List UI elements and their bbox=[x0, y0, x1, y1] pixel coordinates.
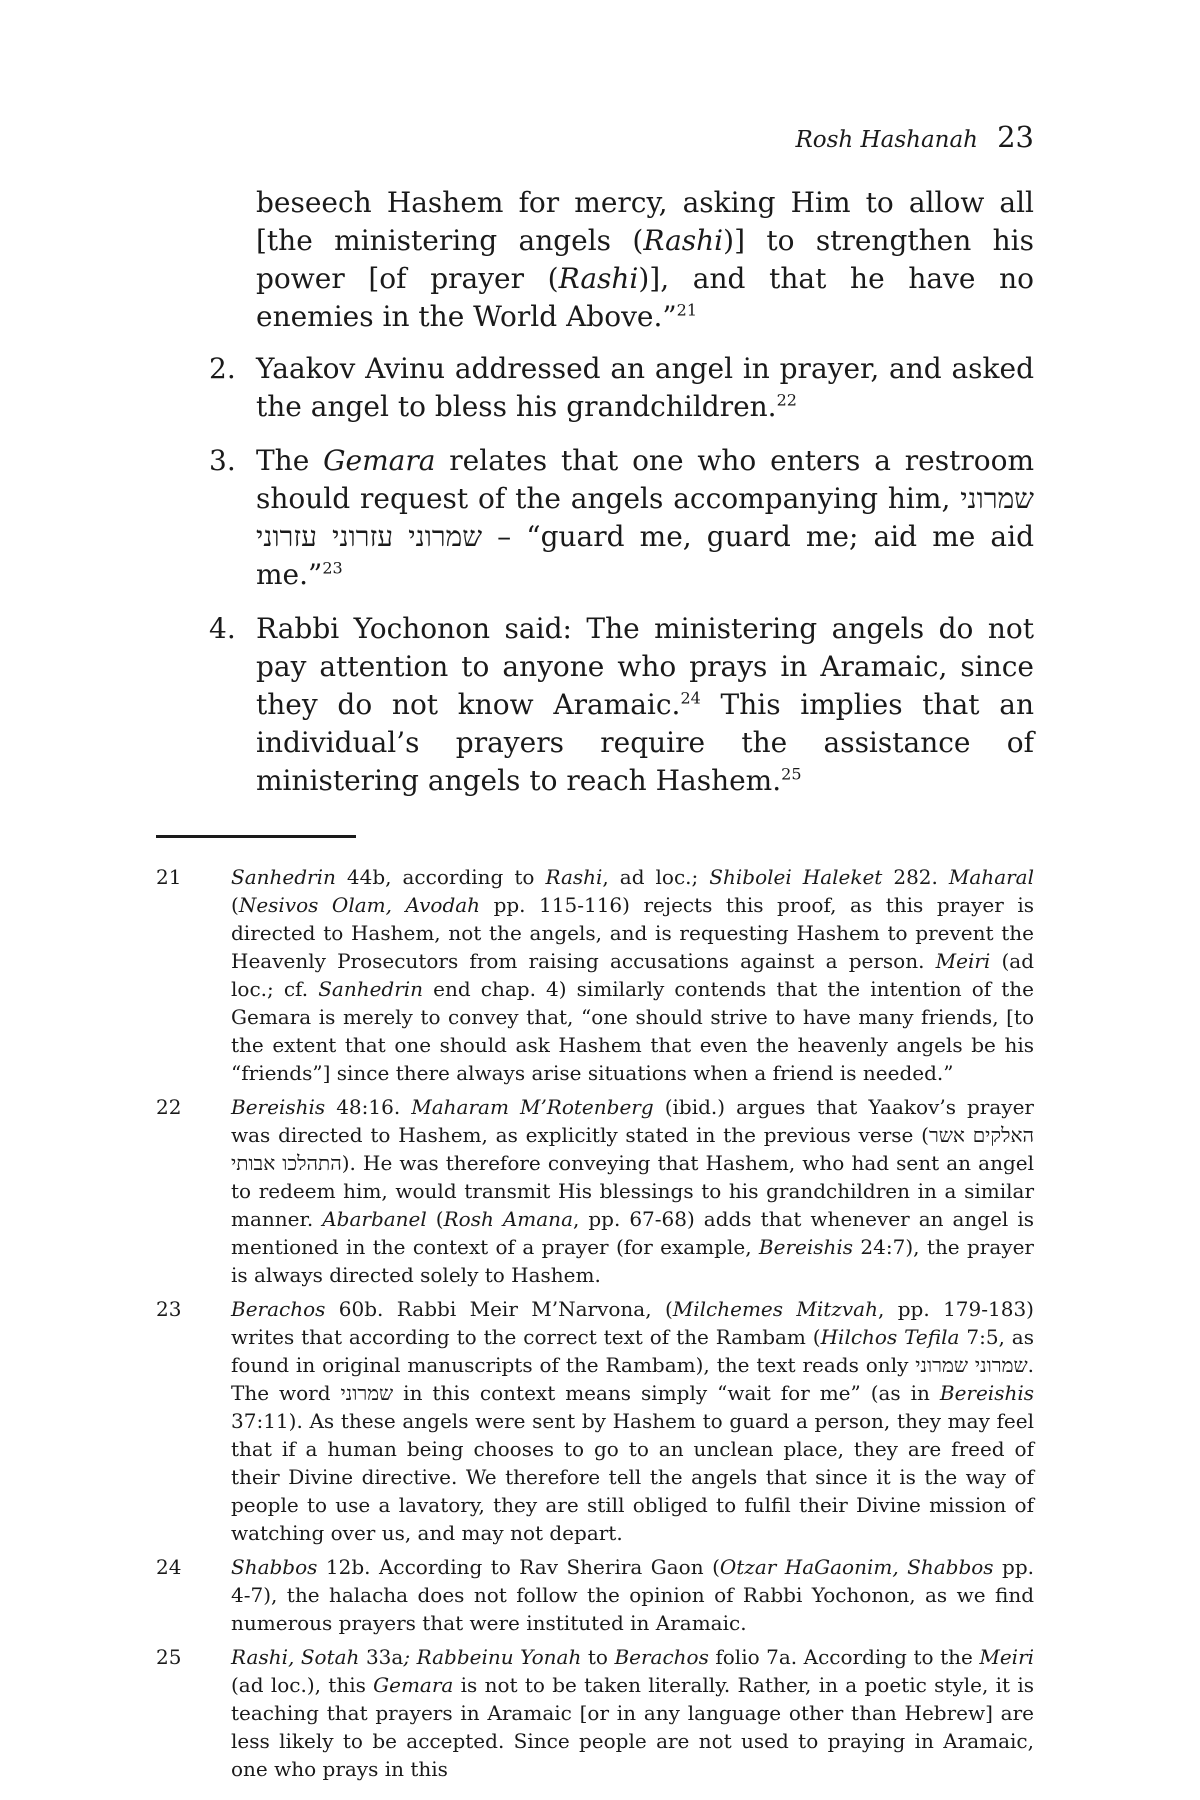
text-run: 60b. Rabbi Meir M’Narvona, ( bbox=[325, 1297, 673, 1321]
list-item-text bbox=[256, 352, 1034, 423]
italic-text: Berachos bbox=[231, 1297, 326, 1321]
text-run: This implies that an individual’s prayers require the assistance of ministering angels to reach Hashem. bbox=[256, 688, 1034, 797]
text-run: Yaakov Avinu addressed an angel in prayer, and asked the angel to bless his grandchildren. bbox=[256, 352, 1034, 423]
list-item-number: 2. bbox=[209, 352, 236, 385]
footnote bbox=[156, 863, 1034, 1087]
italic-text: Maharam M’Rotenberg bbox=[411, 1095, 654, 1119]
continued-paragraph bbox=[256, 184, 1034, 336]
hebrew-text: שמרוני שמרוני bbox=[915, 1353, 1028, 1377]
footnote-text bbox=[231, 863, 1034, 1087]
italic-text: Nesivos Olam, Avodah bbox=[238, 893, 481, 917]
text-run: , pp. 67-68) adds that whenever an angel is mentioned in the context of a prayer (for example, bbox=[231, 1207, 1034, 1259]
text-run: 33a bbox=[359, 1645, 404, 1669]
italic-text: Maharal bbox=[948, 865, 1034, 889]
italic-text: Meiri bbox=[979, 1645, 1035, 1669]
footnote-text bbox=[231, 1643, 1034, 1783]
italic-text: Sanhedrin bbox=[231, 865, 336, 889]
footnote-number: 21 bbox=[156, 865, 182, 889]
italic-text: ; Rabbeinu Yonah bbox=[403, 1645, 582, 1669]
hebrew-text: שמרוני שמרוני עזרוני עזרוני bbox=[256, 482, 1034, 553]
italic-text: Milchemes Mitzvah bbox=[672, 1297, 878, 1321]
text-run: . The word bbox=[231, 1353, 1034, 1405]
footnote-reference: 21 bbox=[676, 300, 698, 320]
footnote-separator-rule bbox=[156, 835, 356, 838]
text-run: 37:11). As these angels were sent by Hashem to guard a person, they may feel that if a human being chooses to go to an unclean place, they are freed of their Divine directive. We therefore tell the angels that since it is the way of people to use a lavatory, they are still obliged to fulfil their Divine mission of watching over us, and may not depart. bbox=[231, 1409, 1034, 1545]
running-head-title: Rosh Hashanah bbox=[795, 127, 978, 153]
text-run: end chap. 4) similarly contends that the intention of the Gemara is merely to convey that, “one should strive to have many friends, [to the extent that one should ask Hashem that even the heavenly angels be his “friends”] since there always arise situations when a friend is needed.” bbox=[231, 977, 1035, 1085]
text-run: )] to strengthen his power [of prayer ( bbox=[256, 224, 1034, 295]
footnote-reference: 22 bbox=[776, 390, 797, 410]
text-run: ). He was therefore conveying that Hashem, who had sent an angel to redeem him, would transmit His blessings to his grandchildren in a similar manner. bbox=[231, 1151, 1034, 1231]
italic-text: Abarbanel bbox=[322, 1207, 427, 1231]
text-run: in this context means simply “wait for me” (as in bbox=[393, 1381, 940, 1405]
italic-text: Rashi bbox=[643, 224, 724, 257]
text-run: , ad loc.; bbox=[602, 865, 710, 889]
text-run: folio 7a. According to the bbox=[708, 1645, 980, 1669]
footnote bbox=[156, 1093, 1034, 1289]
text-run: beseech Hashem for mercy, asking Him to allow all [the ministering angels ( bbox=[256, 186, 1034, 257]
hebrew-text: האלקים אשר התהלכו אבותי bbox=[231, 1123, 1034, 1175]
list-item-number: 4. bbox=[209, 612, 236, 645]
text-run: 48:16. bbox=[325, 1095, 412, 1119]
text-run: Rabbi Yochonon said: The ministering angels do not pay attention to anyone who prays in Aramaic, since they do not know Aramaic. bbox=[256, 612, 1034, 721]
page-number: 23 bbox=[997, 120, 1034, 154]
italic-text: Meiri bbox=[935, 949, 991, 973]
text-run: is not to be taken literally. Rather, in a poetic style, it is teaching that prayers in Aramaic [or in any language other than Hebrew] are less likely to be accepted. Since people are not used to praying in Aramaic, one who prays in this bbox=[231, 1673, 1034, 1781]
text-run: ( bbox=[426, 1207, 444, 1231]
list-item bbox=[209, 442, 1034, 594]
footnote-text bbox=[231, 1093, 1034, 1289]
main-text bbox=[209, 184, 1034, 816]
italic-text: Sanhedrin bbox=[318, 977, 424, 1001]
footnote-reference: 23 bbox=[322, 558, 343, 578]
list-item-number: 3. bbox=[209, 444, 236, 477]
italic-text: Gemara bbox=[373, 1673, 454, 1697]
text-run: relates that one who enters a restroom should request of the angels accompanying him, bbox=[256, 444, 1034, 515]
italic-text: Berachos bbox=[614, 1645, 709, 1669]
text-run: 24:7), the prayer is always directed solely to Hashem. bbox=[231, 1235, 1034, 1287]
text-run: 282. bbox=[882, 865, 949, 889]
italic-text: Bereishis bbox=[758, 1235, 854, 1259]
list-item-text bbox=[256, 444, 1034, 591]
text-run: pp. 115-116) rejects this proof, as this prayer is directed to Hashem, not the angels, and is requesting Hashem to prevent the Heavenly Prosecutors from raising accusations against a person. bbox=[231, 893, 1034, 973]
text-run: pp. 4-7), the halacha does not follow the opinion of Rabbi Yochonon, as we find numerous prayers that were instituted in Aramaic. bbox=[231, 1555, 1034, 1635]
footnote-number: 22 bbox=[156, 1095, 182, 1119]
footnote-number: 23 bbox=[156, 1297, 182, 1321]
italic-text: Rosh Amana bbox=[443, 1207, 573, 1231]
footnote-reference: 24 bbox=[680, 688, 701, 708]
running-head bbox=[795, 120, 1034, 154]
text-run: 44b, according to bbox=[335, 865, 546, 889]
list-item-text bbox=[256, 612, 1034, 797]
text-run: 12b. According to Rav Sherira Gaon ( bbox=[317, 1555, 720, 1579]
text-run: (ad loc.), this bbox=[231, 1673, 374, 1697]
italic-text: Rashi, Sotah bbox=[231, 1645, 360, 1669]
footnote bbox=[156, 1295, 1034, 1547]
footnote-reference: 25 bbox=[781, 764, 802, 784]
text-run: )], and that he have no enemies in the World Above.” bbox=[256, 262, 1035, 333]
hebrew-text: שמרוני bbox=[340, 1381, 394, 1405]
text-run: (ibid.) argues that Yaakov’s prayer was directed to Hashem, as explicitly stated in the previous verse ( bbox=[231, 1095, 1034, 1147]
italic-text: Otzar HaGaonim, Shabbos bbox=[719, 1555, 994, 1579]
italic-text: Shabbos bbox=[231, 1555, 318, 1579]
text-run: ( bbox=[231, 893, 239, 917]
footnote-number: 25 bbox=[156, 1645, 182, 1669]
numbered-list bbox=[209, 350, 1034, 800]
italic-text: Rashi bbox=[558, 262, 639, 295]
italic-text: Bereishis bbox=[939, 1381, 1035, 1405]
text-run: 7:5, as found in original manuscripts of the Rambam), the text reads only bbox=[231, 1325, 1034, 1377]
text-run: , pp. 179-183) writes that according to the correct text of the Rambam ( bbox=[231, 1297, 1034, 1349]
text-run: to bbox=[581, 1645, 615, 1669]
italic-text: Rashi bbox=[545, 865, 603, 889]
italic-text: Shibolei Haleket bbox=[709, 865, 883, 889]
text-run: The bbox=[256, 444, 324, 477]
italic-text: Hilchos Tefila bbox=[820, 1325, 960, 1349]
footnote-text bbox=[231, 1553, 1034, 1637]
footnote bbox=[156, 1643, 1034, 1783]
text-run: (ad loc.; cf. bbox=[231, 949, 1035, 1001]
italic-text: Gemara bbox=[323, 444, 436, 477]
italic-text: Bereishis bbox=[231, 1095, 326, 1119]
list-item bbox=[209, 350, 1034, 426]
footnote bbox=[156, 1553, 1034, 1637]
footnote-text bbox=[231, 1295, 1034, 1547]
footnote-number: 24 bbox=[156, 1555, 182, 1579]
text-run: – “guard me, guard me; aid me aid me.” bbox=[256, 520, 1034, 591]
footnotes bbox=[156, 863, 1034, 1789]
list-item bbox=[209, 610, 1034, 800]
